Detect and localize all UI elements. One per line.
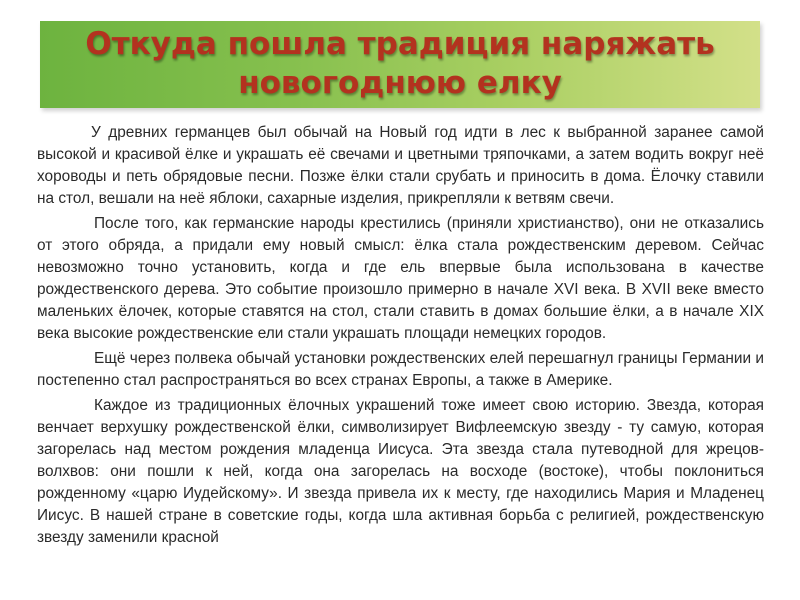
paragraph-christmas-tree-origin: После того, как германские народы крестились (приняли христианство), они не отказались от этого обряда, а придали ему новый смысл: ёлка стала рождественским деревом. Сейчас невозможно точно установить, когда и где ель впервые была использована в качестве рождественского дерева. Это событие произошло примерно в начале XVI века. В XVII веке вместо маленьких ёлочек, которые ставятся на стол, стали ставить в домах большие ёлки, а в начале XIX века высокие рождественские ели стали украшать площади немецких городов.	[37, 215, 764, 342]
article-body	[37, 122, 764, 552]
page-title-line-1: Откуда пошла традиция наряжать	[85, 26, 715, 62]
paragraph-germanic-custom: У древних германцев был обычай на Новый год идти в лес к выбранной заранее самой высокой и красивой ёлке и украшать её свечами и цветными тряпочками, а затем водить вокруг неё хороводы и петь обрядовые песни. Позже ёлки стали срубать и приносить в дома. Ёлочку ставили на стол, вешали на неё яблоки, сахарные изделия, прикрепляли к ветвям свечи.	[37, 124, 764, 207]
paragraph-tree-decorations: Каждое из традиционных ёлочных украшений тоже имеет свою историю. Звезда, которая венчает верхушку рождественской ёлки, символизирует Вифлеемскую звезду - ту самую, которая загорелась над местом рождения младенца Иисуса. Эта звезда стала путеводной для жрецов-волхвов: они пошли к ней, когда она загорелась на восходе (востоке), чтобы поклониться рожденному «царю Иудейскому». И звезда привела их к месту, где находились Мария и Младенец Иисус. В нашей стране в советские годы, когда шла активная борьба с религией, рождественскую звезду заменили красной	[37, 397, 764, 546]
page-title-line-2: новогоднюю елку	[238, 65, 562, 101]
title-banner	[40, 21, 760, 108]
paragraph-spread-to-europe: Ещё через полвека обычай установки рождественских елей перешагнул границы Германии и постепенно стал распространяться во всех странах Европы, а также в Америке.	[37, 350, 764, 389]
